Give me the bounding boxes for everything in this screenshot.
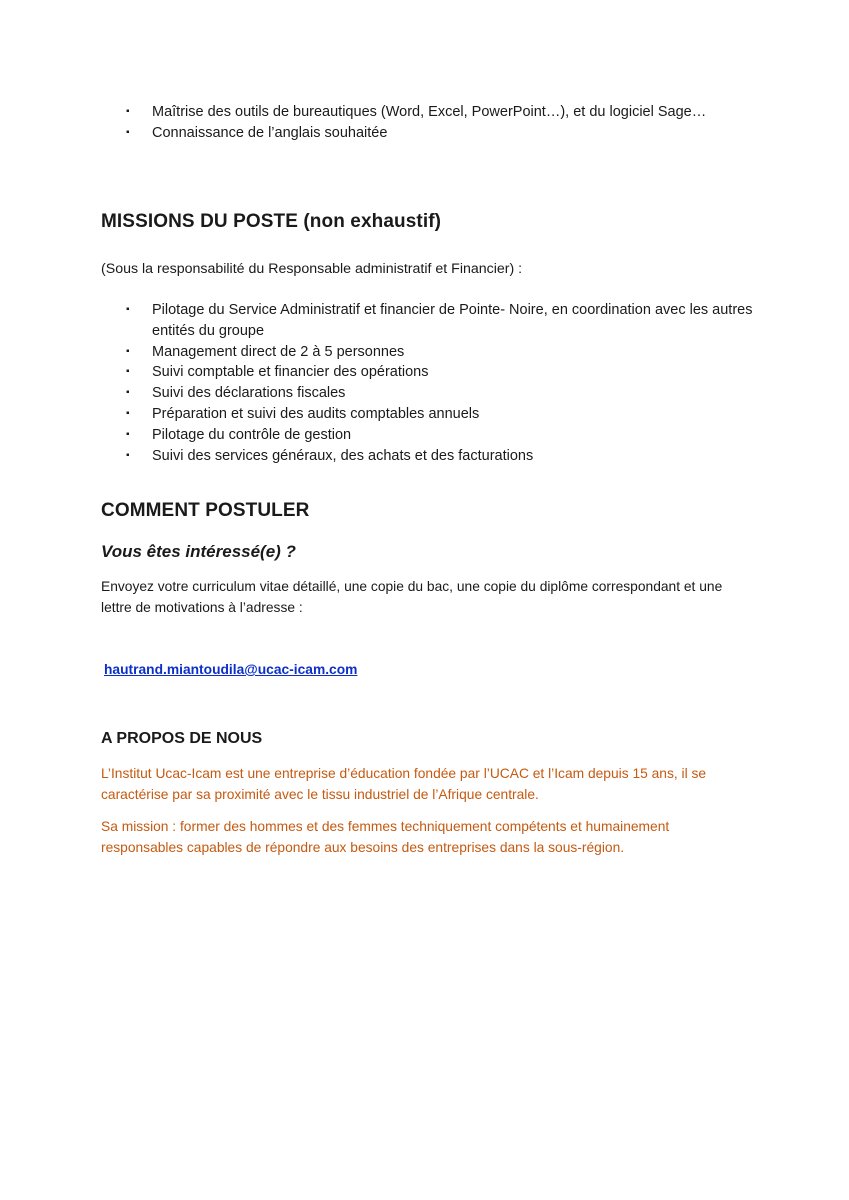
apply-heading: COMMENT POSTULER (101, 500, 310, 521)
missions-list (126, 300, 766, 466)
bullet-icon: ▪ (126, 407, 130, 419)
apply-instructions: Envoyez votre curriculum vitae détaillé, une copie du bac, une copie du diplôme correspondant et une lettre de motivations à l’adresse : (101, 579, 723, 615)
bullet-icon: ▪ (126, 345, 130, 357)
email-link[interactable]: hautrand.miantoudila@ucac-icam.com (104, 662, 358, 677)
list-item (126, 342, 766, 363)
list-item (126, 362, 766, 383)
mission-text: Préparation et suivi des audits comptables annuels (152, 405, 480, 422)
mission-text: Pilotage du contrôle de gestion (152, 426, 352, 443)
list-item (126, 300, 766, 342)
skill-text: Maîtrise des outils de bureautiques (Word, Excel, PowerPoint…), et du logiciel Sage… (152, 104, 707, 120)
about-paragraph-2: Sa mission : former des hommes et des femmes techniquement compétents et humainement responsables capables de répondre aux besoins des entreprises dans la sous-région. (101, 819, 670, 855)
about-heading: A PROPOS DE NOUS (101, 730, 263, 747)
mission-text: Suivi des services généraux, des achats et des facturations (152, 447, 534, 464)
about-paragraph-1: L’Institut Ucac-Icam est une entreprise d’éducation fondée par l’UCAC et l’Icam depuis 15 ans, il se caractérise par sa proximité avec le tissu industriel de l’Afrique centrale. (101, 766, 707, 802)
list-item (126, 425, 766, 446)
bullet-icon: ▪ (126, 387, 130, 399)
bullet-icon: ▪ (126, 428, 130, 440)
missions-intro: (Sous la responsabilité du Responsable administratif et Financier) : (101, 261, 523, 277)
apply-subheading: Vous êtes intéressé(e) ? (101, 542, 296, 561)
mission-text: Pilotage du Service Administratif et financier de Pointe- Noire, en coordination avec les autres entités du groupe (152, 302, 753, 339)
bullet-icon: ▪ (126, 126, 130, 138)
missions-heading: MISSIONS DU POSTE (non exhaustif) (101, 211, 442, 232)
bullet-icon: ▪ (126, 304, 130, 315)
list-item (126, 446, 766, 467)
bullet-icon: ▪ (126, 449, 130, 461)
skill-text: Connaissance de l’anglais souhaitée (152, 124, 388, 141)
skills-list (126, 102, 766, 144)
mission-text: Management direct de 2 à 5 personnes (152, 343, 405, 360)
list-item (126, 404, 766, 425)
list-item (126, 123, 766, 144)
bullet-icon: ▪ (126, 106, 130, 117)
bullet-icon: ▪ (126, 366, 130, 378)
list-item (126, 102, 766, 123)
list-item (126, 383, 766, 404)
mission-text: Suivi comptable et financier des opérations (152, 364, 429, 381)
mission-text: Suivi des déclarations fiscales (152, 385, 346, 402)
